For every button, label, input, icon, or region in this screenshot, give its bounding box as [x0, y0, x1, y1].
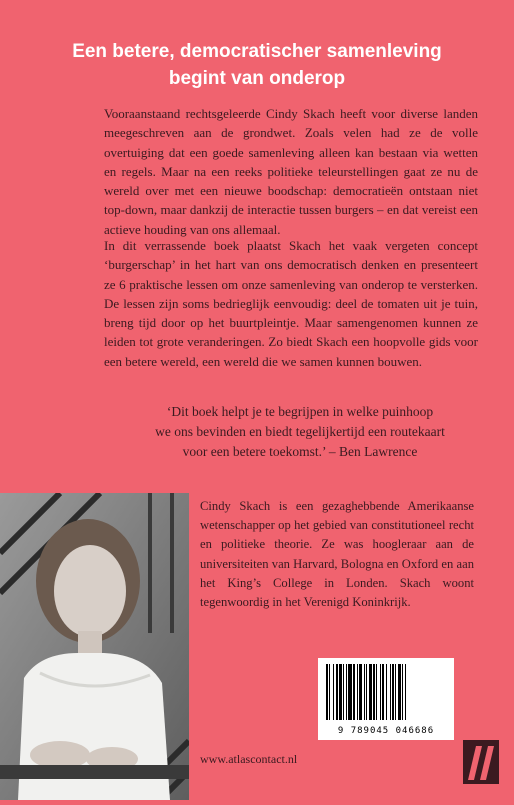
barcode-bar	[392, 664, 394, 720]
barcode-bar	[366, 664, 367, 720]
heading-line-1: Een betere, democratischer samenleving	[72, 41, 442, 62]
barcode-bar	[380, 664, 381, 720]
author-photo	[0, 493, 189, 800]
barcode-bar	[343, 664, 344, 720]
barcode-bar	[359, 664, 362, 720]
quote-line-1: ‘Dit boek helpt je te begrijpen in welke puinhoop	[166, 404, 434, 419]
barcode-bar	[326, 664, 328, 720]
barcode-bar	[373, 664, 375, 720]
barcode-bar	[382, 664, 384, 720]
barcode-bar	[395, 664, 396, 720]
barcode-bar	[390, 664, 391, 720]
barcode-bar	[376, 664, 377, 720]
review-quote	[140, 402, 460, 462]
author-bio: Cindy Skach is een gezaghebbende Amerikaanse wetenschapper op het gebied van constitutioneel recht en politieke theorie. Ze was hoogleraar aan de universiteiten van Harvard, Bologna en Oxford en aan het King’s College in Londen. Skach woont tegenwoordig in het Verenigd Koninkrijk.	[200, 499, 474, 610]
barcode-bar	[333, 664, 334, 720]
heading-line-2: begint van onderop	[168, 68, 346, 89]
publisher-logo	[463, 740, 499, 784]
barcode-bar	[405, 664, 406, 720]
quote-line-2: we ons bevinden en biedt tegelijkertijd een routekaart	[155, 424, 445, 439]
barcode-bars	[318, 658, 454, 722]
barcode-bar	[402, 664, 403, 720]
barcode-bar	[339, 664, 342, 720]
quote-line-3: voor een betere toekomst.’ – Ben Lawrence	[182, 444, 418, 459]
barcode	[318, 658, 454, 740]
barcode-bar	[369, 664, 372, 720]
back-cover-heading	[20, 38, 494, 92]
barcode-bar	[353, 664, 355, 720]
barcode-bar	[336, 664, 338, 720]
blurb-paragraph-1: Vooraanstaand rechtsgeleerde Cindy Skach heeft voor diverse landen meegeschreven aan de grondwet. Zoals velen had ze de volle overtuiging dat een goede samenleving alleen kan bestaan via wetten en regels. Maar na een reeks politieke teleurstellingen gaat ze nu de wereld over met een nieuwe boodschap: democratieën ontstaan niet top-down, maar dankzij de interactie tussen burgers – en dat vereist een actieve houding van ons allemaal.	[104, 106, 478, 237]
barcode-bar	[348, 664, 352, 720]
blurb-paragraph-2: In dit verrassende boek plaatst Skach het vaak vergeten concept ‘burgerschap’ in het hart van ons democratisch denken en presenteert ze 6 praktische lessen om onze samenleving van onderop te versterken. De lessen zijn soms bedrieglijk eenvoudig: deel de tomaten uit je tuin, breng tijd door op het buurtpleintje. Maar samengenomen kunnen ze leiden tot grote veranderingen. Zo biedt Skach een hoopvolle gids voor een betere wereld, een wereld die we samen kunnen bouwen.	[104, 238, 478, 369]
barcode-bar	[386, 664, 387, 720]
barcode-bar	[364, 664, 365, 720]
publisher-website: www.atlascontact.nl	[200, 752, 298, 766]
barcode-bar	[357, 664, 358, 720]
barcode-bar	[398, 664, 401, 720]
barcode-bar	[346, 664, 347, 720]
barcode-bar	[329, 664, 330, 720]
isbn-number: 9 789045 046686	[337, 726, 435, 736]
